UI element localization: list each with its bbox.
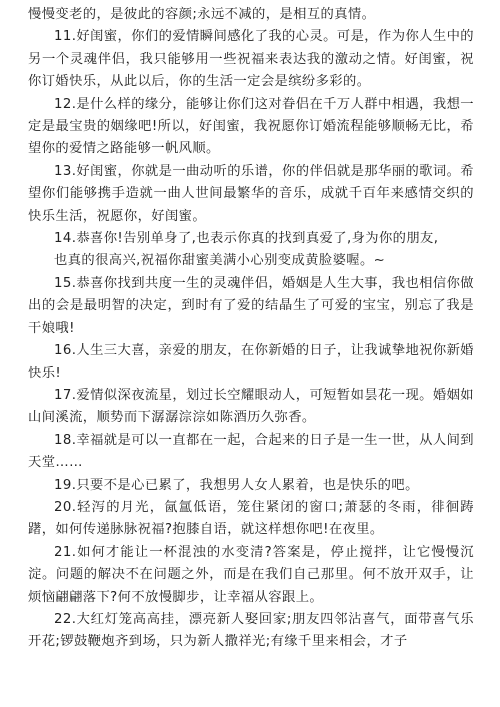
paragraph-12: 12.是什么样的缘分，能够让你们这对眷侣在千万人群中相遇，我想一定是最宝贵的姻缘吧!所以，好闺蜜，我祝愿你订婚流程能够顺畅无比，希望你的爱情之路能够一帆风顺。	[28, 96, 474, 157]
paragraph-13: 13.好闺蜜，你就是一曲动听的乐谱，你的伴侣就是那华丽的歌词。希望你们能够携手造就一曲人世间最繁华的音乐，成就千百年来感情交织的快乐生活，祝愿你，好闺蜜。	[28, 163, 474, 224]
paragraph-18: 18.幸福就是可以一直都在一起，合起来的日子是一生一世，从人间到天堂……	[28, 432, 474, 471]
paragraph-15: 15.恭喜你找到共度一生的灵魂伴侣，婚姻是人生大事，我也相信你做出的会是最明智的决定，到时有了爱的结晶生了可爱的宝宝，别忘了我是干娘哦!	[28, 275, 474, 336]
paragraph-21: 21.如何才能让一杯混浊的水变清?答案是，停止搅拌，让它慢慢沉淀。问题的解决不在问题之外，而是在我们自己那里。何不放开双手，让烦恼翩翩落下?何不放慢脚步，让幸福从容跟上。	[28, 544, 474, 605]
paragraph-20: 20.轻泻的月光，氤氲低语，笼住紧闭的窗口;萧瑟的冬雨，徘徊踌躇，如何传递脉脉祝福?抱膝自语，就这样想你吧!在夜里。	[28, 499, 474, 538]
paragraph-11: 11.好闺蜜，你们的爱情瞬间感化了我的心灵。可是，作为你人生中的另一个灵魂伴侣，我只能够用一些祝福来表达我的激动之情。好闺蜜，祝你订婚快乐，从此以后，你的生活一定会是缤纷多彩的。	[28, 29, 474, 90]
paragraph-14: 14.恭喜你!告别单身了,也表示你真的找到真爱了,身为你的朋友,	[54, 231, 439, 247]
paragraph-continuation: 慢慢变老的，是彼此的容颜;永远不减的，是相互的真情。	[28, 7, 376, 22]
paragraph-16: 16.人生三大喜，亲爱的朋友，在你新婚的日子，让我诚挚地祝你新婚快乐!	[28, 343, 474, 381]
document-body	[0, 4, 500, 654]
paragraph-17: 17.爱情似深夜流星，划过长空耀眼动人，可短暂如昙花一现。婚姻如山间溪流，顺势而下潺潺淙淙如陈酒历久弥香。	[28, 387, 474, 426]
paragraph-19: 19.只要不是心已累了，我想男人女人累着，也是快乐的吧。	[54, 477, 419, 493]
paragraph-14-continued: 也真的很高兴,祝福你甜蜜美满小心别变成黄脸婆喔。~	[54, 253, 386, 269]
paragraph-22: 22.大红灯笼高高挂，漂亮新人娶回家;朋友四邻沾喜气，面带喜气乐开花;锣鼓鞭炮齐到场，只为新人撒祥光;有缘千里来相会，才子	[28, 611, 474, 650]
